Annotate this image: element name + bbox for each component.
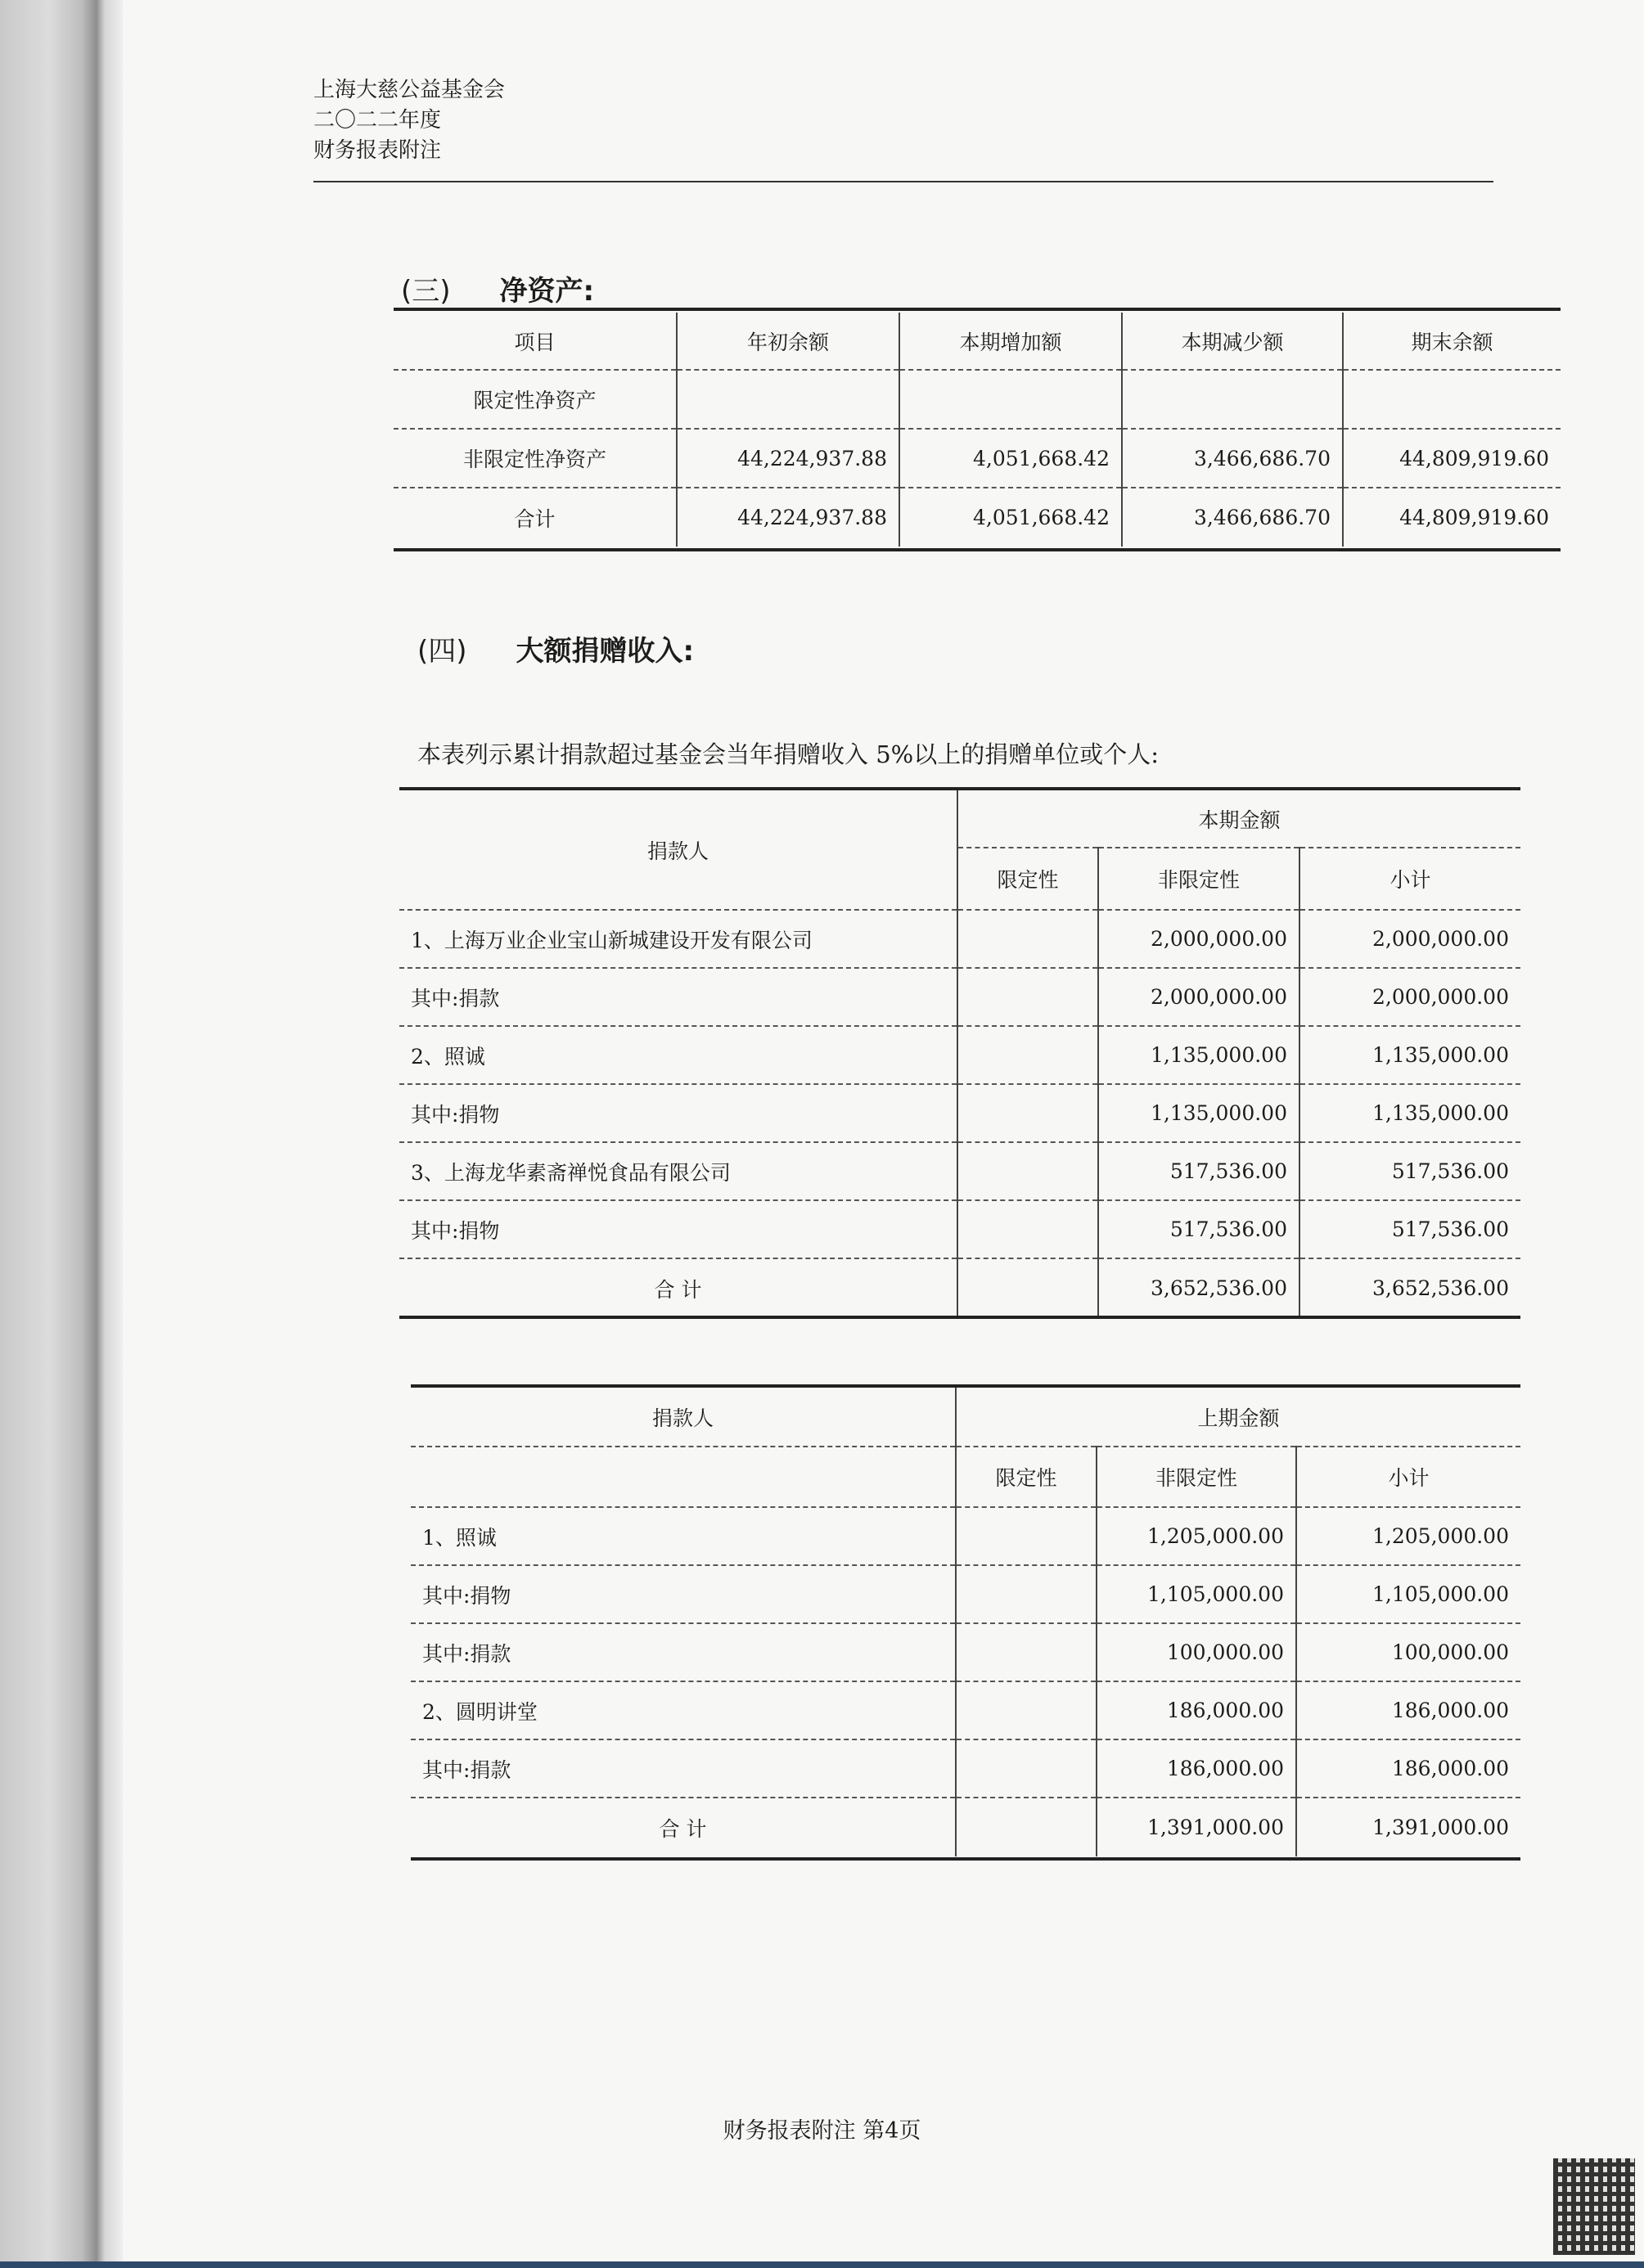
row-label: 合计 [394,488,677,547]
cell-value: 1,391,000.00 [1097,1798,1296,1856]
cell-value: 517,536.00 [1299,1142,1520,1200]
donor-name: 其中:捐物 [399,1084,957,1142]
cell-value: 4,051,668.42 [899,429,1122,488]
cell-value: 2,000,000.00 [1098,968,1299,1026]
cell-value: 1,105,000.00 [1296,1565,1520,1623]
table-row [411,1739,1520,1798]
cell-value [957,1026,1098,1084]
total-label: 合 计 [399,1258,957,1317]
cell-value: 186,000.00 [1296,1681,1520,1739]
cell-value: 517,536.00 [1098,1142,1299,1200]
cell-value: 100,000.00 [1097,1623,1296,1681]
cell-value: 2,000,000.00 [1299,968,1520,1026]
cell-value: 1,205,000.00 [1296,1507,1520,1565]
cell-value: 3,652,536.00 [1372,1276,1509,1300]
donor-header: 捐款人 [411,1388,956,1447]
col-header: 本期增加额 [899,313,1122,370]
table-total-row [399,1258,1520,1317]
donor-name: 1、照诚 [411,1507,956,1565]
table-row [399,1084,1520,1142]
cell-value: 1,391,000.00 [1372,1816,1509,1839]
cell-value [957,910,1098,968]
table-bottom-rule [411,1857,1520,1861]
page-footer: 财务报表附注 第4页 [723,2118,921,2144]
table-total-row [411,1798,1520,1856]
donor-name: 2、照诚 [399,1026,957,1084]
cell-value: 186,000.00 [1097,1739,1296,1798]
cell-value: 44,224,937.88 [677,488,899,547]
section4-title [417,628,694,668]
cell-value: 1,135,000.00 [1098,1084,1299,1142]
cell-value: 2,000,000.00 [1299,910,1520,968]
net-assets-table [394,313,1561,547]
table-row [411,1623,1520,1681]
report-year: 二〇二二年度 [313,108,442,133]
section3-number: (三) [401,275,451,308]
cell-value [956,1623,1097,1681]
donor-header: 捐款人 [399,790,957,910]
current-donations-table [399,790,1520,1317]
donor-name: 1、上海万业企业宝山新城建设开发有限公司 [399,910,957,968]
period-header: 本期金额 [957,790,1520,848]
header-rule [313,181,1493,182]
table-subheader-row [411,1447,1520,1507]
cell-value [957,1200,1098,1258]
col-header: 年初余额 [677,313,899,370]
donor-name: 其中:捐款 [411,1739,956,1798]
sub-header: 小计 [1296,1447,1520,1507]
table-row [411,1565,1520,1623]
cell-value: 3,652,536.00 [1098,1258,1299,1317]
table-row [399,1026,1520,1084]
cell-value [956,1507,1097,1565]
cell-value [899,370,1122,429]
table-row [399,910,1520,968]
period-header: 上期金额 [956,1388,1520,1447]
cell-value: 3,466,686.70 [1122,429,1343,488]
col-header: 期末余额 [1343,313,1561,370]
cell-value: 44,224,937.88 [677,429,899,488]
cell-value [957,1258,1098,1317]
donor-name: 其中:捐物 [399,1200,957,1258]
table-row [399,968,1520,1026]
col-header: 项目 [394,313,677,370]
table-row [411,1681,1520,1739]
cell-value [956,1798,1097,1856]
cell-value: 517,536.00 [1098,1200,1299,1258]
table-row [394,429,1561,488]
cell-value: 100,000.00 [1296,1623,1520,1681]
table-top-rule [394,308,1561,311]
donor-name: 其中:捐物 [411,1565,956,1623]
section4-number: (四) [417,635,467,668]
previous-donations-table [411,1388,1520,1856]
cell-value [956,1739,1097,1798]
section4-heading: 大额捐赠收入: [516,635,695,668]
donor-name: 3、上海龙华素斋禅悦食品有限公司 [399,1142,957,1200]
cell-value [1343,370,1561,429]
table-total-row [394,488,1561,547]
section4-intro: 本表列示累计捐款超过基金会当年捐赠收入 5%以上的捐赠单位或个人: [417,740,1159,768]
table-bottom-rule [399,1316,1520,1319]
cell-value [956,1565,1097,1623]
row-label: 限定性净资产 [394,370,677,429]
table-bottom-rule [394,548,1561,551]
sub-header: 小计 [1299,848,1520,910]
org-name: 上海大慈公益基金会 [313,78,506,102]
donor-name: 其中:捐款 [411,1623,956,1681]
cell-value [1122,370,1343,429]
section3-title [401,268,594,308]
table-row [399,1142,1520,1200]
table-header-row [411,1388,1520,1447]
table-header-row [399,790,1520,848]
report-type: 财务报表附注 [313,138,442,163]
sub-header: 限定性 [957,848,1098,910]
qr-code-icon [1553,2158,1635,2255]
cell-value: 4,051,668.42 [899,488,1122,547]
donor-name: 其中:捐款 [399,968,957,1026]
row-label: 非限定性净资产 [394,429,677,488]
cell-value: 1,135,000.00 [1098,1026,1299,1084]
total-label: 合 计 [411,1798,956,1856]
cell-value: 2,000,000.00 [1098,910,1299,968]
sub-header: 非限定性 [1097,1447,1296,1507]
cell-value: 1,135,000.00 [1299,1026,1520,1084]
cell-value: 186,000.00 [1097,1681,1296,1739]
cell-value [957,1084,1098,1142]
donor-header-spacer [411,1447,956,1507]
cell-value [677,370,899,429]
col-header: 本期减少额 [1122,313,1343,370]
table-header-row [394,313,1561,370]
table-row [399,1200,1520,1258]
cell-value: 44,809,919.60 [1343,429,1561,488]
donor-name: 2、圆明讲堂 [411,1681,956,1739]
scan-binding-shadow [0,0,123,2268]
cell-value: 44,809,919.60 [1399,506,1549,529]
cell-value: 3,466,686.70 [1122,488,1343,547]
cell-value: 1,205,000.00 [1097,1507,1296,1565]
sub-header: 非限定性 [1098,848,1299,910]
table-row [394,370,1561,429]
table-row [411,1507,1520,1565]
document-header [313,75,505,166]
cell-value: 186,000.00 [1296,1739,1520,1798]
cell-value [956,1681,1097,1739]
scan-bottom-edge [0,2261,1644,2268]
section3-heading: 净资产: [499,275,595,308]
cell-value: 517,536.00 [1299,1200,1520,1258]
cell-value: 1,135,000.00 [1299,1084,1520,1142]
cell-value [957,968,1098,1026]
cell-value: 1,105,000.00 [1097,1565,1296,1623]
cell-value [957,1142,1098,1200]
sub-header: 限定性 [956,1447,1097,1507]
